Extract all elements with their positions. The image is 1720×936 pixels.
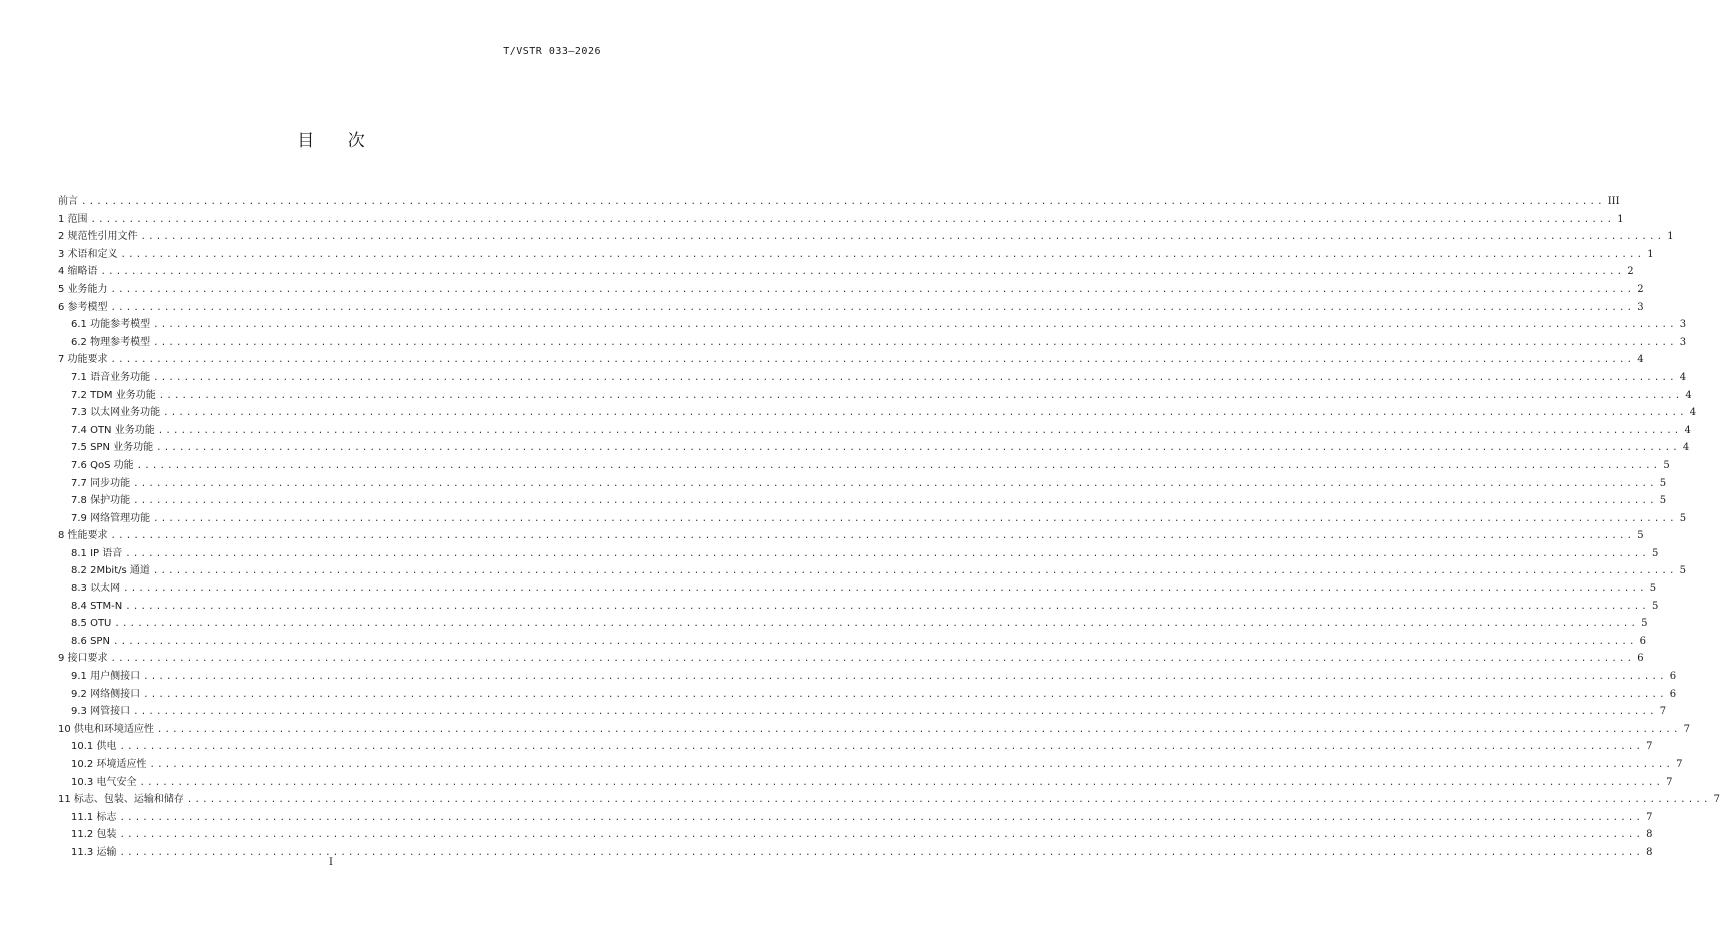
toc-entry-page: 7 <box>1666 776 1673 788</box>
toc-entry-page: 8 <box>1646 829 1653 841</box>
toc-dot-leader: ........................................................................................................................................................................................................ <box>133 478 1657 489</box>
toc-entry-label: 7.6 QoS 功能 <box>71 459 134 471</box>
toc-entry-page: 3 <box>1637 301 1644 313</box>
toc-entry[interactable] <box>58 299 1644 317</box>
toc-entry[interactable] <box>58 281 1644 299</box>
toc-dot-leader: ........................................................................................................................................................................................................ <box>153 337 1677 348</box>
toc-entry[interactable] <box>58 686 1677 704</box>
toc-dot-leader: ........................................................................................................................................................................................................ <box>81 197 1605 207</box>
toc-entry-page: 7 <box>1659 706 1667 718</box>
toc-dot-leader: ........................................................................................................................................................................................................ <box>90 214 1615 225</box>
toc-entry-page: 6 <box>1669 671 1677 683</box>
toc-dot-leader: ........................................................................................................................................................................................................ <box>133 496 1657 507</box>
toc-entry-page: 1 <box>1647 248 1654 260</box>
toc-entry-label: 3 术语和定义 <box>58 248 118 260</box>
toc-entry-label: 11 标志、包装、运输和储存 <box>58 794 184 806</box>
toc-entry-label: 8.5 OTU <box>71 618 112 630</box>
toc-dot-leader: ........................................................................................................................................................................................................ <box>119 847 1644 858</box>
toc-entry-label: 8.2 2Mbit/s 通道 <box>71 565 150 577</box>
toc-entry-page: 7 <box>1676 759 1683 770</box>
toc-dot-leader: ........................................................................................................................................................................................................ <box>163 408 1687 419</box>
toc-dot-leader: ........................................................................................................................................................................................................ <box>139 777 1664 788</box>
toc-entry-label: 8.1 IP 语音 <box>71 547 123 559</box>
toc-dot-leader: ........................................................................................................................................................................................................ <box>140 232 1665 243</box>
table-of-contents <box>58 193 1720 862</box>
toc-entry-page: 4 <box>1685 389 1692 401</box>
toc-dot-leader: ........................................................................................................................................................................................................ <box>143 689 1667 700</box>
toc-entry-label: 11.2 包装 <box>71 829 117 841</box>
toc-dot-leader: ........................................................................................................................................................................................................ <box>110 355 1635 366</box>
toc-entry-page: 5 <box>1679 565 1686 577</box>
toc-entry-label: 8 性能要求 <box>58 530 108 542</box>
toc-entry[interactable] <box>58 211 1624 229</box>
toc-dot-leader: ........................................................................................................................................................................................................ <box>152 566 1677 577</box>
toc-entry-label: 8.4 STM-N <box>71 600 123 612</box>
toc-entry[interactable] <box>58 334 1687 352</box>
toc-entry[interactable] <box>58 475 1667 493</box>
toc-entry-label: 11.3 运输 <box>71 846 117 858</box>
toc-entry[interactable] <box>58 650 1644 668</box>
toc-entry[interactable] <box>58 580 1657 598</box>
toc-entry-page: 7 <box>1646 741 1653 753</box>
toc-entry-page: 5 <box>1637 530 1644 542</box>
toc-entry-page: 5 <box>1641 618 1648 630</box>
toc-entry[interactable] <box>58 457 1670 475</box>
toc-entry-page: 2 <box>1627 266 1634 278</box>
toc-entry-label: 前言 <box>58 196 78 207</box>
toc-entry-page: 3 <box>1679 336 1687 348</box>
toc-entry[interactable] <box>58 369 1687 387</box>
toc-entry[interactable] <box>58 809 1653 827</box>
toc-dot-leader: ........................................................................................................................................................................................................ <box>158 390 1683 401</box>
toc-entry-page: 8 <box>1646 846 1653 858</box>
toc-entry-label: 7.2 TDM 业务功能 <box>71 389 156 401</box>
toc-entry[interactable] <box>58 228 1674 246</box>
toc-entry-page: 7 <box>1646 811 1653 823</box>
toc-dot-leader: ........................................................................................................................................................................................................ <box>143 672 1667 683</box>
toc-entry-label: 8.3 以太网 <box>71 583 121 595</box>
toc-entry[interactable] <box>58 562 1686 580</box>
toc-entry-label: 7 功能要求 <box>58 354 108 366</box>
toc-entry-page: 6 <box>1639 635 1647 647</box>
toc-entry[interactable] <box>58 439 1690 457</box>
toc-dot-leader: ........................................................................................................................................................................................................ <box>156 724 1681 735</box>
toc-entry[interactable] <box>58 756 1683 774</box>
toc-dot-leader: ........................................................................................................................................................................................................ <box>114 619 1639 630</box>
toc-dot-leader: ........................................................................................................................................................................................................ <box>119 742 1644 753</box>
toc-dot-leader: ........................................................................................................................................................................................................ <box>133 707 1657 718</box>
toc-entry-page: 1 <box>1667 231 1674 243</box>
toc-entry-label: 7.8 保护功能 <box>71 495 131 507</box>
toc-entry-label: 7.9 网络管理功能 <box>71 512 151 524</box>
toc-entry-label: 10 供电和环境适应性 <box>58 723 154 735</box>
toc-entry-label: 7.3 以太网业务功能 <box>71 407 161 419</box>
toc-entry-label: 6.2 物理参考模型 <box>71 336 151 348</box>
toc-entry-page: 5 <box>1659 495 1667 507</box>
toc-entry[interactable] <box>58 387 1692 405</box>
toc-entry-label: 4 缩略语 <box>58 266 98 278</box>
toc-entry-page: 7 <box>1683 723 1690 735</box>
toc-dot-leader: ........................................................................................................................................................................................................ <box>110 531 1635 542</box>
toc-entry-page: 4 <box>1679 371 1687 383</box>
toc-entry[interactable] <box>58 246 1654 264</box>
toc-entry[interactable] <box>58 316 1687 334</box>
toc-entry-page: 6 <box>1669 688 1677 700</box>
toc-entry-label: 6 参考模型 <box>58 301 108 313</box>
toc-entry[interactable] <box>58 598 1659 616</box>
toc-entry[interactable] <box>58 510 1687 528</box>
toc-entry-page: 5 <box>1651 600 1659 612</box>
document-code: T/VSTR 033—2026 <box>503 46 601 57</box>
toc-dot-leader: ........................................................................................................................................................................................................ <box>157 425 1682 436</box>
toc-entry-page: 6 <box>1637 653 1644 665</box>
toc-entry-page: 5 <box>1651 547 1659 559</box>
toc-entry-page: 7 <box>1713 794 1720 806</box>
toc-entry-label: 7.1 语音业务功能 <box>71 371 151 383</box>
toc-dot-leader: ........................................................................................................................................................................................................ <box>120 249 1645 260</box>
toc-dot-leader: ........................................................................................................................................................................................................ <box>125 601 1649 612</box>
toc-entry-page: 4 <box>1689 407 1697 419</box>
toc-entry[interactable] <box>58 791 1720 809</box>
toc-entry-label: 1 范围 <box>58 213 88 225</box>
page-title: 目 次 <box>297 131 379 151</box>
toc-entry-page: 1 <box>1617 213 1624 225</box>
toc-entry-label: 10.2 环境适应性 <box>71 759 147 770</box>
toc-dot-leader: ........................................................................................................................................................................................................ <box>110 284 1635 295</box>
toc-entry-page: 5 <box>1649 583 1657 595</box>
toc-entry[interactable] <box>58 615 1648 633</box>
toc-entry[interactable] <box>58 193 1620 211</box>
toc-entry[interactable] <box>58 404 1697 422</box>
toc-entry[interactable] <box>58 774 1673 792</box>
toc-dot-leader: ........................................................................................................................................................................................................ <box>125 548 1649 559</box>
toc-entry[interactable] <box>58 703 1667 721</box>
toc-entry[interactable] <box>58 668 1677 686</box>
toc-entry[interactable] <box>58 545 1659 563</box>
toc-entry[interactable] <box>58 721 1690 739</box>
toc-entry-page: 4 <box>1682 442 1690 454</box>
toc-entry-page: 5 <box>1663 459 1670 471</box>
toc-entry-label: 7.7 同步功能 <box>71 477 131 489</box>
toc-entry-label: 9.3 网管接口 <box>71 706 131 718</box>
toc-entry-label: 8.6 SPN <box>71 635 110 647</box>
toc-dot-leader: ........................................................................................................................................................................................................ <box>149 760 1674 770</box>
toc-entry-label: 7.4 OTN 业务功能 <box>71 424 155 436</box>
toc-dot-leader: ........................................................................................................................................................................................................ <box>119 812 1644 823</box>
toc-entry[interactable] <box>58 351 1644 369</box>
toc-entry-page: 2 <box>1637 283 1644 295</box>
toc-dot-leader: ........................................................................................................................................................................................................ <box>156 443 1680 454</box>
toc-entry[interactable] <box>58 738 1653 756</box>
toc-entry[interactable] <box>58 527 1644 545</box>
toc-entry-label: 10.3 电气安全 <box>71 776 137 788</box>
toc-entry[interactable] <box>58 826 1653 844</box>
toc-entry-label: 2 规范性引用文件 <box>58 231 138 243</box>
toc-entry-label: 6.1 功能参考模型 <box>71 319 151 331</box>
toc-entry-label: 9 接口要求 <box>58 653 108 665</box>
toc-dot-leader: ........................................................................................................................................................................................................ <box>110 302 1635 313</box>
toc-entry-page: 4 <box>1637 354 1644 366</box>
toc-dot-leader: ........................................................................................................................................................................................................ <box>123 584 1647 595</box>
toc-entry-label: 7.5 SPN 业务功能 <box>71 442 154 454</box>
toc-entry[interactable] <box>58 422 1691 440</box>
toc-dot-leader: ........................................................................................................................................................................................................ <box>112 636 1637 647</box>
toc-entry[interactable] <box>58 633 1647 651</box>
toc-dot-leader: ........................................................................................................................................................................................................ <box>119 830 1644 841</box>
toc-entry-label: 11.1 标志 <box>71 811 117 823</box>
toc-entry-label: 9.2 网络侧接口 <box>71 688 141 700</box>
toc-entry-page: 5 <box>1659 477 1667 489</box>
toc-entry-page: 4 <box>1684 424 1691 436</box>
toc-dot-leader: ........................................................................................................................................................................................................ <box>136 460 1661 471</box>
toc-dot-leader: ........................................................................................................................................................................................................ <box>100 267 1625 278</box>
page-number: I <box>329 857 333 868</box>
toc-entry[interactable] <box>58 263 1634 281</box>
toc-entry-label: 10.1 供电 <box>71 741 117 753</box>
toc-entry-label: 9.1 用户侧接口 <box>71 671 141 683</box>
toc-entry-page: III <box>1607 196 1620 207</box>
toc-dot-leader: ........................................................................................................................................................................................................ <box>153 372 1677 383</box>
toc-dot-leader: ........................................................................................................................................................................................................ <box>153 320 1677 331</box>
toc-dot-leader: ........................................................................................................................................................................................................ <box>153 513 1677 524</box>
toc-dot-leader: ........................................................................................................................................................................................................ <box>186 795 1711 806</box>
toc-entry[interactable] <box>58 492 1667 510</box>
toc-entry-label: 5 业务能力 <box>58 283 108 295</box>
toc-entry-page: 5 <box>1679 512 1687 524</box>
toc-dot-leader: ........................................................................................................................................................................................................ <box>110 654 1635 665</box>
toc-entry-page: 3 <box>1679 319 1687 331</box>
